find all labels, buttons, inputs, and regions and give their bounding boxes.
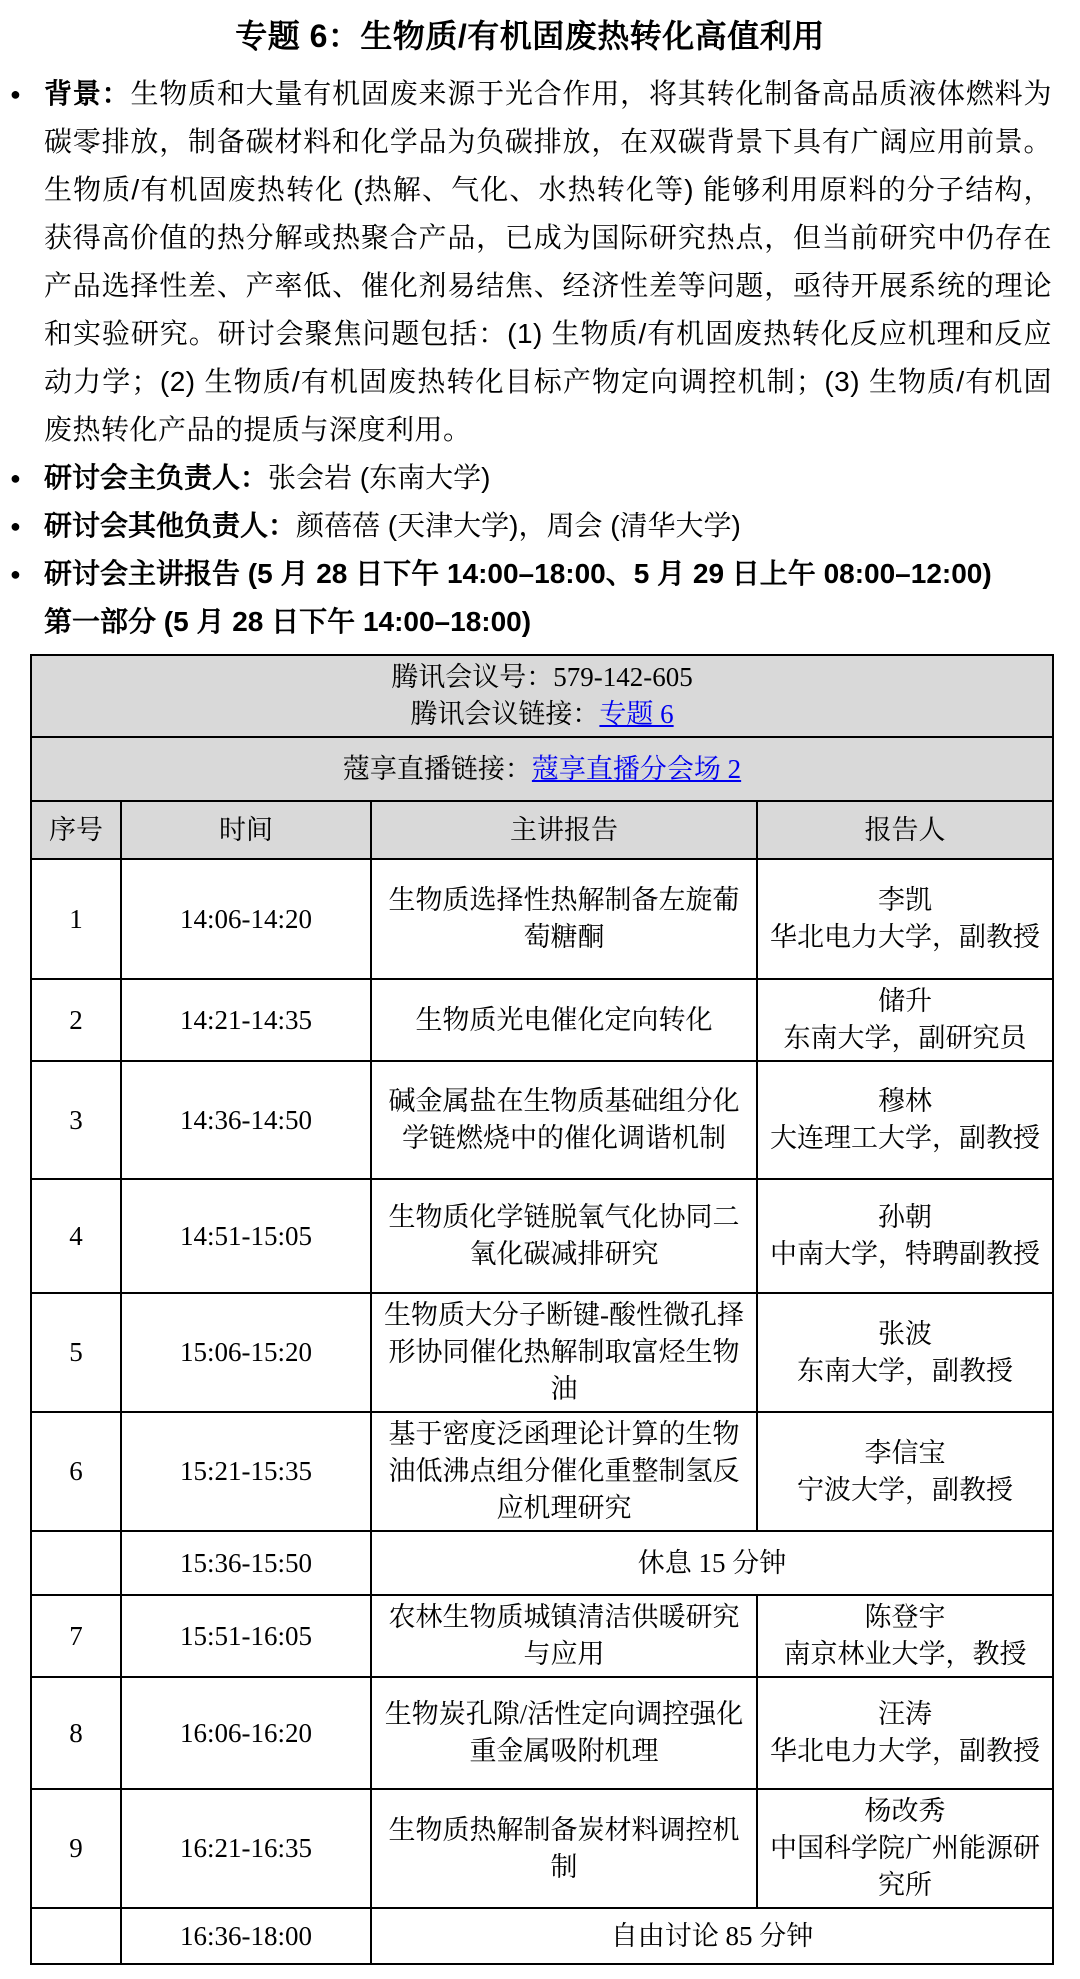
speaker-affiliation: 华北电力大学，副教授 [770, 1736, 1041, 1766]
tencent-link-label: 腾讯会议链接： [410, 699, 600, 729]
row-no: 9 [31, 1789, 121, 1908]
co-chairs-names: 颜蓓蓓 (天津大学)，周会 (清华大学) [296, 510, 741, 541]
reports-heading: 研讨会主讲报告 (5 月 28 日下午 14:00–18:00、5 月 29 日上午 08:00–12:00) [44, 558, 992, 589]
report-title: 生物质大分子断键-酸性微孔择形协同催化热解制取富烃生物油 [371, 1293, 757, 1412]
row-no: 5 [31, 1293, 121, 1412]
speaker-affiliation: 南京林业大学，教授 [783, 1639, 1027, 1669]
chair-name: 张会岩 (东南大学) [268, 462, 491, 493]
speaker-name: 张波 [878, 1318, 933, 1349]
bullet-icon: ● [10, 468, 21, 488]
column-header-row [31, 801, 1053, 859]
row-time: 15:21-15:35 [121, 1412, 371, 1531]
background-text: 生物质和大量有机固废来源于光合作用，将其转化制备高品质液体燃料为碳零排放，制备碳材料和化学品为负碳排放，在双碳背景下具有广阔应用前景。生物质/有机固废热转化 (热解、气化、水热转化等) 能够利用原料的分子结构，获得高价值的热分解或热聚合产品，已成为国际研究热点，但当前研究中仍存在产品选择性差、产率低、催化剂易结焦、经济性差等问题，亟待开展系统的理论和实验研究。研讨会聚焦问题包括：(1) 生物质/有机固废热转化反应机理和反应动力学；(2) 生物质/有机固废热转化目标产物定向调控机制；(3) 生物质/有机固废热转化产品的提质与深度利用。 [44, 78, 1052, 445]
speaker-cell [757, 1179, 1053, 1293]
speaker-cell [757, 1677, 1053, 1789]
bullet-background [8, 70, 1052, 454]
meeting-info-cell [31, 655, 1053, 737]
chair-label: 研讨会主负责人： [44, 462, 269, 493]
schedule-table [30, 654, 1054, 1965]
speaker-name: 汪涛 [878, 1699, 933, 1729]
background-paragraph [44, 70, 1052, 454]
bullet-reports [8, 550, 1052, 646]
speaker-name: 李信宝 [864, 1437, 946, 1468]
row-time: 14:21-14:35 [121, 979, 371, 1061]
tencent-id-value: 579-142-605 [553, 662, 693, 692]
row-no: 2 [31, 979, 121, 1061]
row-no: 3 [31, 1061, 121, 1179]
bullet-icon: ● [10, 516, 21, 536]
speaker-name: 穆林 [878, 1086, 933, 1116]
row-time: 15:51-16:05 [121, 1595, 371, 1677]
page-title: 专题 6：生物质/有机固废热转化高值利用 [235, 18, 825, 54]
table-row [31, 1061, 1053, 1179]
speaker-name: 杨改秀 [864, 1796, 946, 1826]
bullet-chair [8, 454, 1052, 502]
speaker-name: 陈登宇 [864, 1602, 946, 1632]
discussion-row [31, 1908, 1053, 1964]
break-row [31, 1531, 1053, 1595]
row-no [31, 1908, 121, 1964]
co-chairs-label: 研讨会其他负责人： [44, 510, 297, 541]
table-row [31, 859, 1053, 979]
col-header-time: 时间 [121, 801, 371, 859]
bullet-co-chairs [8, 502, 1052, 550]
col-header-speaker: 报告人 [757, 801, 1053, 859]
row-time: 16:06-16:20 [121, 1677, 371, 1789]
tencent-meeting-link[interactable]: 专题 6 [599, 699, 674, 729]
table-row [31, 1677, 1053, 1789]
table-row [31, 1789, 1053, 1908]
kouxiang-live-link[interactable]: 蔻享直播分会场 2 [531, 753, 742, 784]
speaker-affiliation: 宁波大学，副教授 [797, 1474, 1014, 1505]
row-time: 14:36-14:50 [121, 1061, 371, 1179]
row-no: 6 [31, 1412, 121, 1531]
speaker-affiliation: 东南大学，副教授 [797, 1355, 1014, 1386]
report-title: 碱金属盐在生物质基础组分化学链燃烧中的催化调谐机制 [371, 1061, 757, 1179]
table-row [31, 979, 1053, 1061]
speaker-cell [757, 859, 1053, 979]
speaker-cell [757, 1293, 1053, 1412]
live-link-row [31, 737, 1053, 801]
speaker-affiliation: 大连理工大学，副教授 [770, 1123, 1041, 1153]
speaker-cell [757, 1595, 1053, 1677]
speaker-cell [757, 1061, 1053, 1179]
tencent-meeting-id [38, 659, 1046, 696]
speaker-affiliation: 中国科学院广州能源研究所 [770, 1833, 1041, 1900]
row-time: 16:21-16:35 [121, 1789, 371, 1908]
report-title: 生物炭孔隙/活性定向调控强化重金属吸附机理 [371, 1677, 757, 1789]
speaker-name: 李凯 [878, 885, 933, 915]
table-row [31, 1412, 1053, 1531]
report-title: 生物质光电催化定向转化 [371, 979, 757, 1061]
speaker-affiliation: 东南大学，副研究员 [783, 1023, 1027, 1053]
live-link-cell [31, 737, 1053, 801]
background-label: 背景： [44, 78, 131, 109]
row-time: 15:06-15:20 [121, 1293, 371, 1412]
report-title: 基于密度泛函理论计算的生物油低沸点组分催化重整制氢反应机理研究 [371, 1412, 757, 1531]
col-header-no: 序号 [31, 801, 121, 859]
discussion-label: 自由讨论 85 分钟 [371, 1908, 1053, 1964]
report-title: 生物质选择性热解制备左旋葡萄糖酮 [371, 859, 757, 979]
row-time: 14:51-15:05 [121, 1179, 371, 1293]
reports-part-heading: 第一部分 (5 月 28 日下午 14:00–18:00) [44, 606, 532, 637]
tencent-id-label: 腾讯会议号： [391, 662, 554, 692]
kouxiang-label: 蔻享直播链接： [342, 753, 532, 784]
row-no: 7 [31, 1595, 121, 1677]
col-header-report: 主讲报告 [371, 801, 757, 859]
break-label: 休息 15 分钟 [371, 1531, 1053, 1595]
table-row [31, 1595, 1053, 1677]
speaker-name: 孙朝 [878, 1202, 933, 1232]
row-no [31, 1531, 121, 1595]
report-title: 农林生物质城镇清洁供暖研究与应用 [371, 1595, 757, 1677]
table-row [31, 1293, 1053, 1412]
row-no: 4 [31, 1179, 121, 1293]
speaker-affiliation: 中南大学，特聘副教授 [770, 1239, 1041, 1269]
row-no: 8 [31, 1677, 121, 1789]
bullet-icon: ● [10, 564, 21, 584]
speaker-cell [757, 979, 1053, 1061]
speaker-cell [757, 1789, 1053, 1908]
row-time: 16:36-18:00 [121, 1908, 371, 1964]
speaker-name: 储升 [878, 986, 933, 1016]
row-no: 1 [31, 859, 121, 979]
speaker-cell [757, 1412, 1053, 1531]
row-time: 15:36-15:50 [121, 1531, 371, 1595]
report-title: 生物质热解制备炭材料调控机制 [371, 1789, 757, 1908]
meeting-info-row [31, 655, 1053, 737]
bullet-icon: ● [10, 84, 21, 104]
report-title: 生物质化学链脱氧气化协同二氧化碳减排研究 [371, 1179, 757, 1293]
table-row [31, 1179, 1053, 1293]
row-time: 14:06-14:20 [121, 859, 371, 979]
speaker-affiliation: 华北电力大学，副教授 [770, 922, 1041, 952]
